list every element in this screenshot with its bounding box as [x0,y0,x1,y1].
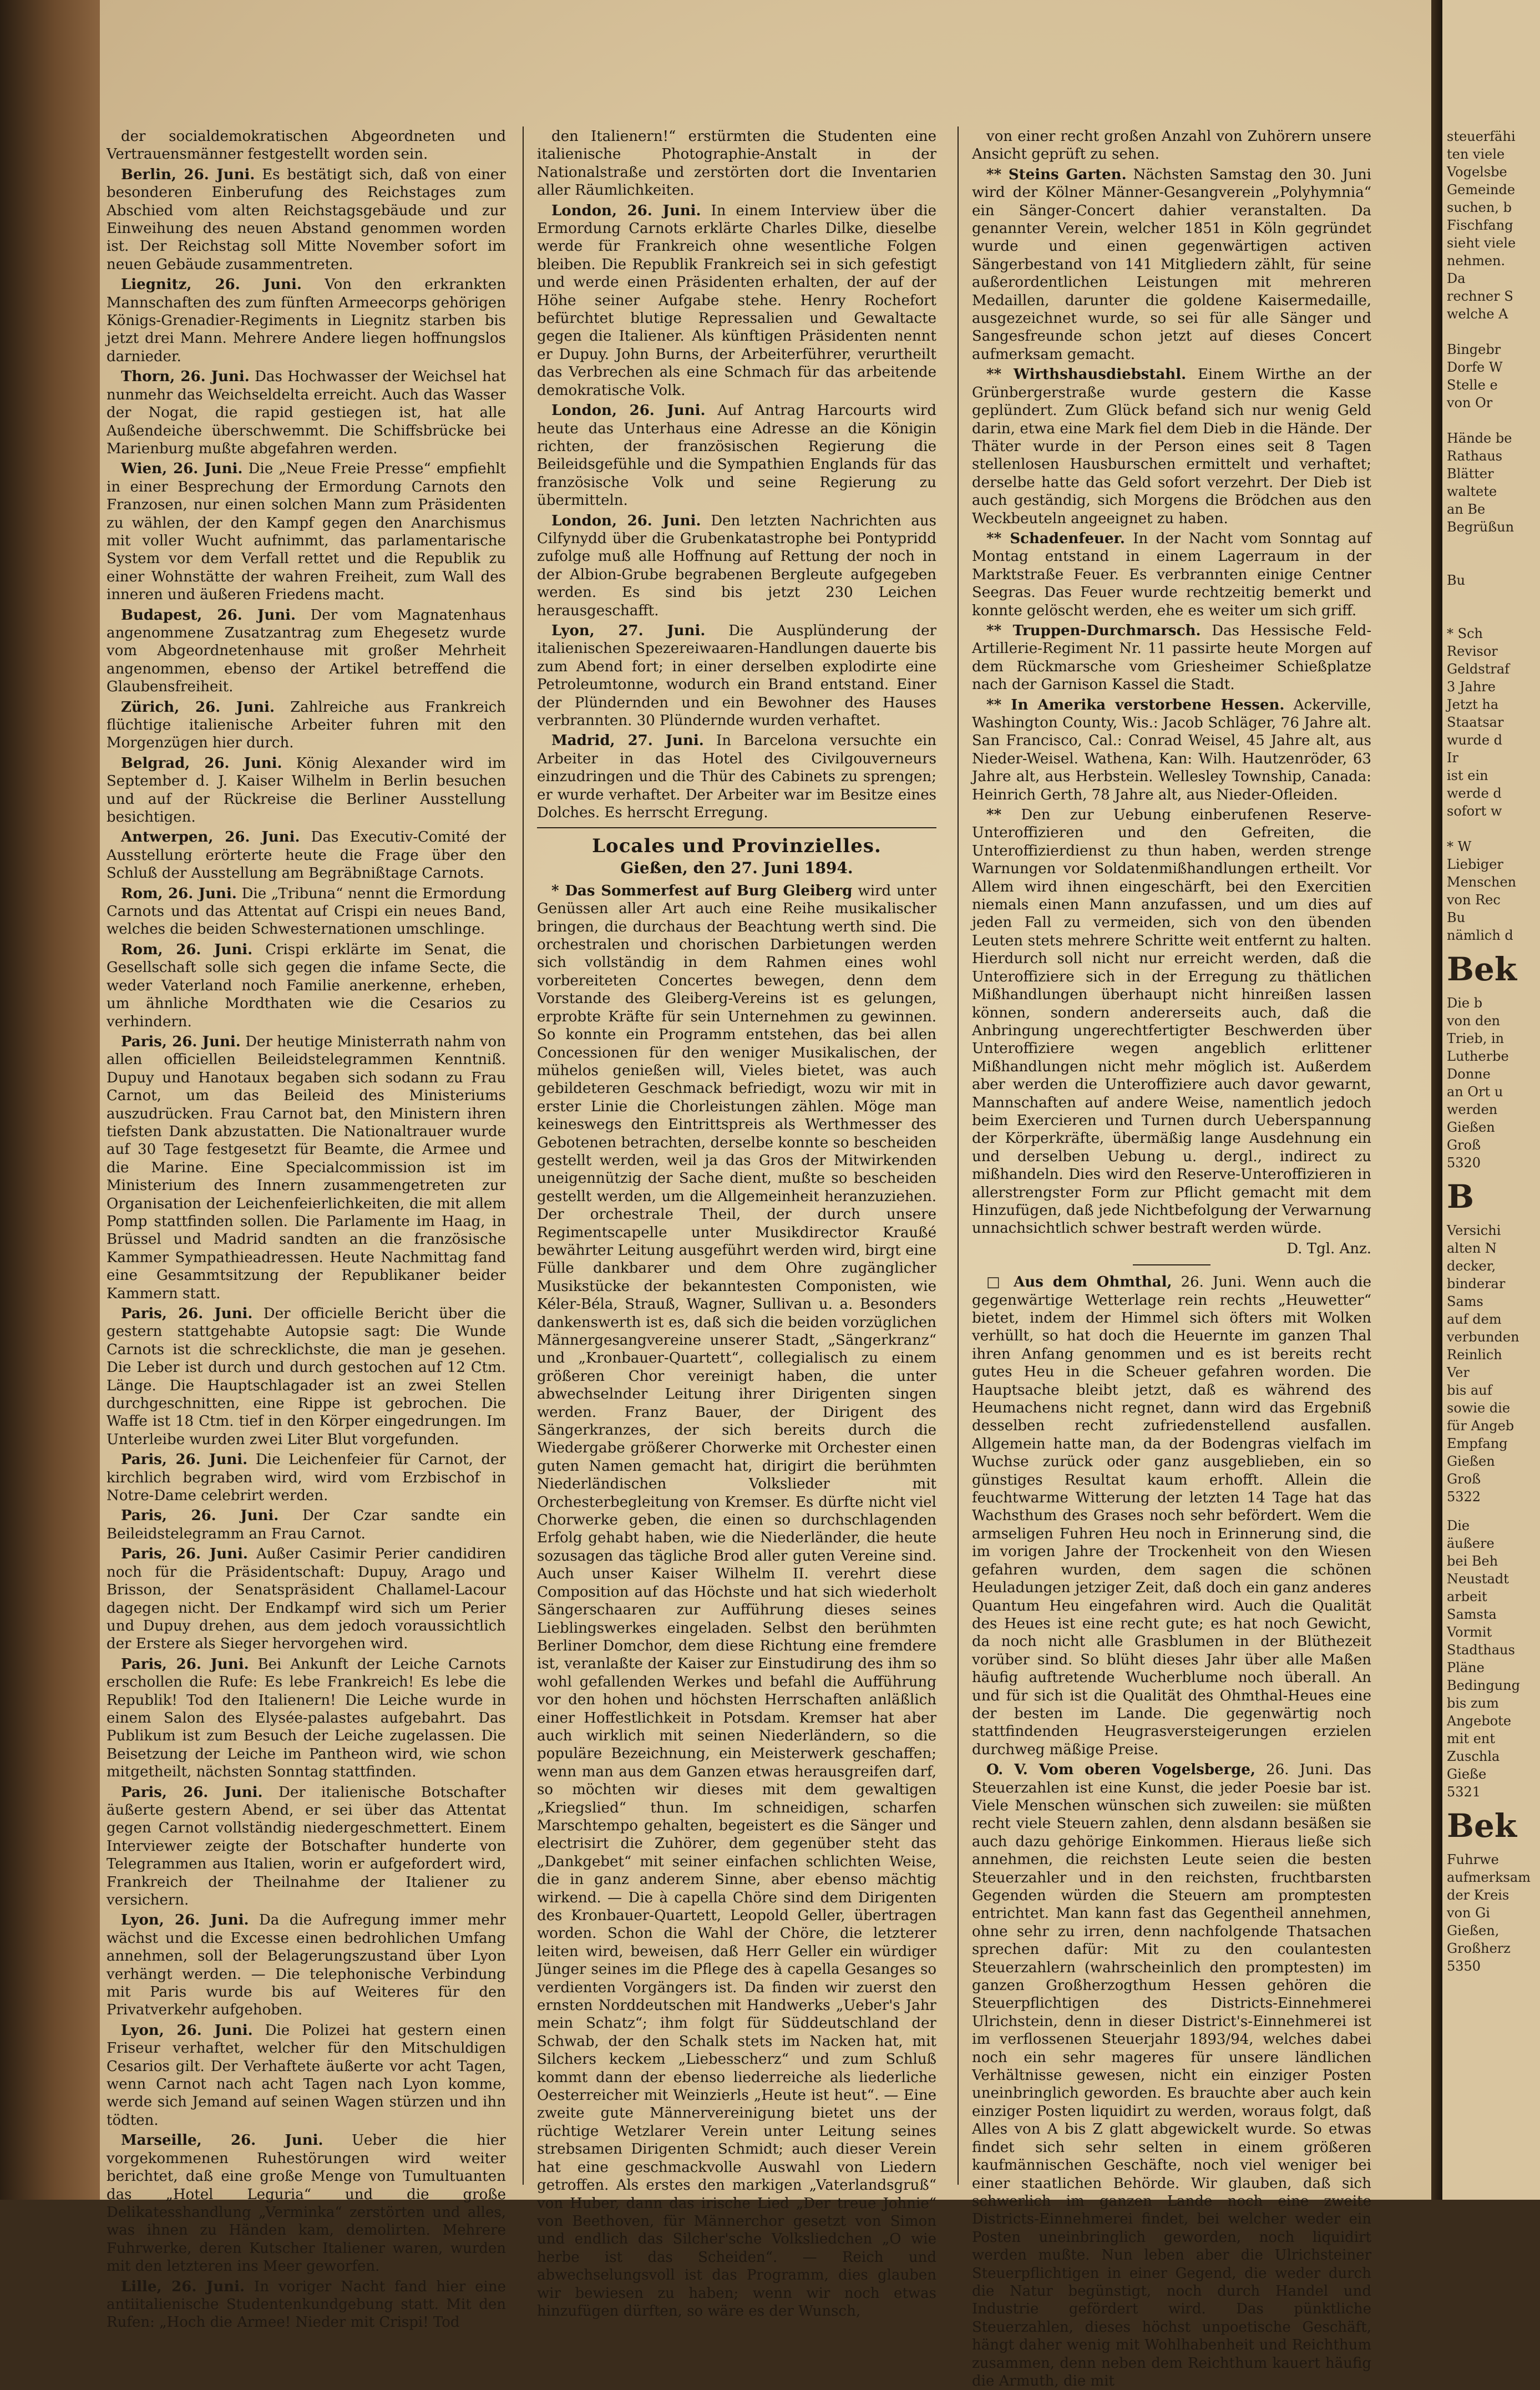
section-divider [537,827,936,828]
news-text: 26. Juni. Wenn auch die gegenwärtige Wetterlage rein rechts „Heuwetter“ bietet, indem der Himmel sich öfters mit Wolken verhüllt, so hat doch die Heuernte im ganzen Thal ihren Anfang genommen und es ist bereits recht gutes Heu in die Scheuer gefahren worden. Die Hauptsache bleibt jetzt, daß es während des Heumachens nicht regnet, dann wird das Ergebniß desselben recht zufriedenstellend ausfallen. Allgemein hatte man, da der Bodengras vielfach im Wuchse zurück oder ganz ausgeblieben, ein so günstiges Resultat kaum erhofft. Allein die feuchtwarme Witterung der letzten 14 Tage hat das Wachsthum des Grases noch sehr befördert. Wem die armseligen Fuhren Heu noch in Erinnerung sind, die im vorigen Jahre der Trockenheit von den Wiesen gefahren wurden, dem sagen die schönen Heuladungen jetziger Zeit, daß doch ein ganz anderes Quantum Heu eingefahren wird. Auch die Qualität des Heues ist eine recht gute; es hat noch Gewicht, da noch nicht alle Grasblumen in der Blüthezeit vorüber sind. So blüht dieses Jahr über alle Maßen häufig auftretende Wucherblume noch überall. An und für sich ist die Qualität des Ohmthal-Heues eine der besten im Lande. Die gegenwärtig noch stattfindenden Heugrasversteigerungen erzielen durchweg mäßige Preise. [972,1274,1371,1758]
edge-text-line: Die b [1447,995,1483,1011]
edge-text-line: Dorfe W [1447,359,1503,375]
news-text: Der vom Magnatenhaus angenommene Zusatzantrag zum Ehegesetz wurde vom Abgeordnetenhause mit großer Mehrheit angenommen, ebenso der Artikel betreffend die Glaubensfreiheit. [107,606,506,696]
news-place: Paris, 26. Juni. [121,1033,241,1050]
news-place: ** Schadenfeuer. [986,530,1125,547]
edge-text-line [1442,607,1540,625]
edge-text-line: nämlich d [1447,928,1513,943]
edge-text-line: bei Beh [1447,1553,1498,1569]
edge-text-line: 5322 [1447,1489,1481,1505]
news-place: Lyon, 27. Juni. [551,622,706,639]
news-place: Zürich, 26. Juni. [121,698,275,716]
edge-text-line: binderar [1447,1276,1506,1292]
edge-text-line: * W [1447,839,1472,854]
edge-text-line: aufmerksam [1447,1870,1531,1885]
edge-text-line: Geldstraf [1447,661,1510,677]
news-place: Paris, 26. Juni. [121,1305,253,1322]
edge-text-line: wurde d [1447,732,1503,748]
news-item [972,366,1371,528]
edge-text-line [1442,820,1540,838]
edge-text-line: verbunden [1447,1329,1519,1345]
news-item [107,885,506,939]
news-text: In der Nacht vom Sonntag auf Montag entstand in einem Lagerraum in der Marktstraße Feuer. Es verbrannten einige Centner Seegras. Das Feuer wurde rechtzeitig bemerkt und konnte gelöscht werden, ehe es weiter um sich griff. [972,530,1372,619]
news-item [972,1273,1371,1759]
edge-text-line: Menschen [1447,874,1517,890]
news-item [537,402,936,509]
news-text: Die „Tribuna“ nennt die Ermordung Carnots und das Attentat auf Crispi ein neues Band, welches die beiden Schwesternationen umschlinge. [107,885,506,938]
news-place: O. V. Vom oberen Vogelsberge, [986,1761,1256,1779]
news-item [107,368,506,458]
adjacent-page-edge [1442,0,1540,2200]
news-place: Paris, 26. Juni. [121,1655,249,1673]
news-text: Zahlreiche aus Frankreich flüchtige italienische Arbeiter fuhren mit den Morgenzügen hier durch. [107,698,506,752]
edge-text-line: sowie die [1447,1400,1511,1416]
news-place: Belgrad, 26. Juni. [121,755,282,772]
edge-text-line: Stelle e [1447,377,1498,393]
edge-text-line: Ir [1447,750,1458,766]
edge-text-line: waltete [1447,484,1497,499]
page-gutter [1431,0,1442,2200]
edge-text-line: Bu [1447,910,1466,925]
news-text: Der Czar sandte ein Beileidstelegramm an Frau Carnot. [107,1507,506,1542]
edge-text-line: bis zum [1447,1695,1499,1711]
notice-lines [1442,1851,1540,1975]
news-item [107,166,506,274]
column-3 [972,128,1372,2389]
news-item [107,276,506,366]
news-place: Madrid, 27. Juni. [551,732,704,750]
news-item [107,2131,506,2275]
edge-text-line: von den [1447,1013,1501,1029]
column-rule [523,126,524,2185]
news-place: ** Wirthshausdiebstahl. [986,366,1187,383]
edge-text-line: an Ort u [1447,1084,1503,1100]
news-item [537,622,936,730]
news-text: Da die Aufregung immer mehr wächst und die Excesse einen bedrohlichen Umfang annehmen, soll der Belagerungszustand über Lyon verhängt werden. — Die telephonische Verbindung mit Paris wurde bis auf Weiteres für den Privatverkehr aufgehoben. [107,1912,506,2019]
section-title: Locales und Provinzielles. [592,835,882,858]
notice-lines [1442,1222,1540,1506]
edge-text-line: werde d [1447,786,1502,801]
news-place: Lyon, 26. Juni. [121,2022,253,2039]
news-place: Rom, 26. Juni. [121,885,237,902]
news-text: Von den erkrankten Mannschaften des zum fünften Armeecorps gehörigen Königs-Grenadier-Regiments in Liegnitz starben bis jetzt drei Mann. Mehrere Andere liegen hoffnungslos darnieder. [107,276,506,365]
news-item [107,606,506,696]
notice-lines [1442,1517,1540,1801]
edge-text-line: Gießen [1447,1454,1495,1469]
edge-text-line: Bingebr [1447,342,1501,357]
edge-text-line: von Gi [1447,1905,1490,1921]
news-place: Rom, 26. Juni. [121,941,253,958]
news-place: ** [986,807,1002,824]
edge-text-line: mit ent [1447,1731,1496,1746]
regional-news-list [972,1273,1371,2390]
news-item [107,460,506,604]
news-place: Berlin, 26. Juni. [121,166,255,183]
edge-text-line: Lutherbe [1447,1049,1509,1064]
news-item [107,755,506,827]
edge-text-line: Ver [1447,1365,1470,1380]
news-text: König Alexander wird im September d. J. Kaiser Wilhelm in Berlin besuchen und auf der Rückreise die Berliner Ausstellung besichtigen. [107,755,506,826]
news-text: Das Hochwasser der Weichsel hat nunmehr das Weichseldelta erreicht. Auch das Wasser der Nogat, die rapid gestiegen ist, hat alle Außendeiche überschwemmt. Die Schiffsbrücke bei Marienburg mußte abgefahren werden. [107,368,506,457]
edge-text-line: der Kreis [1447,1887,1509,1903]
news-text: Außer Casimir Perier candidiren noch für die Präsidentschaft: Dupuy, Arago und Brisson, der Senatspräsident Challamel-Lacour dagegen nicht. Der Endkampf wird sich um Perier und Dupuy drehen, aus dem jedoch voraussichtlich der Erstere als Sieger hervorgehen wird. [107,1546,506,1653]
edge-text-line: rechner S [1447,288,1513,304]
edge-text-line: von Or [1447,395,1493,411]
news-place: London, 26. Juni. [551,202,701,219]
news-item [972,622,1371,694]
news-text: Die Ausplünderung der italienischen Spezereiwaaren-Handlungen dauerte bis zum Abend fort; in einer derselben explodirte eine Petroleumtonne, wodurch ein Brand entstand. Einer der Plündernden und ein Bewohner des Hauses verbrannten. 30 Plündernde wurden verhaftet. [537,622,936,729]
news-list [537,128,936,822]
edge-text-line: 5320 [1447,1155,1481,1171]
news-text: von einer recht großen Anzahl von Zuhörern unsere Ansicht geprüft zu sehen. [972,128,1371,163]
edge-text-line: Stadthaus [1447,1642,1515,1658]
edge-text-line: steuerfähi [1447,129,1516,144]
edge-text-line [1442,412,1540,429]
news-item [107,698,506,752]
edge-text-line: decker, [1447,1258,1496,1274]
news-text: In Barcelona versuchte ein Arbeiter in das Hotel des Civilgouverneurs einzudringen und die Thür des Cabinets zu sprengen; er wurde verhaftet. Der Arbeiter war im Besitze eines Dolches. Es herrscht Erregung. [537,732,936,822]
edge-text-line: von Rec [1447,892,1501,908]
edge-text-line: Zuschla [1447,1749,1500,1764]
news-text: Der italienische Botschafter äußerte gestern Abend, er sei über das Attentat gegen Carnot vollständig niedergeschmettert. Einem Interviewer zeigte der Botschafter hunderte von Telegrammen aus Italien, worin er aufgefordert wird, Frankreich der Theilnahme der Italiener zu versichern. [107,1784,506,1908]
news-text: Den zur Uebung einberufenen Reserve-Unteroffizieren und den Gefreiten, die Unteroffizierdienst zu thun haben, werden strenge Warnungen vor Soldatenmißhandlungen ertheilt. Vor Allem wird ihnen eingeschärft, bei den Exercitien niemals einen Mann anzufassen, und um dies auf jeden Fall zu vermeiden, sich von den übenden Leuten stets mehrere Schritte weit entfernt zu halten. Hierdurch soll nicht nur erreicht werden, daß die Unteroffiziere sich in der Erregung zu thätlichen Mißhandlungen überhaupt nicht hinreißen lassen können, sondern andererseits auch, daß die Anbringung ungerechtfertigter Beschwerden über Unteroffiziere wegen angeblich erlittener Mißhandlungen nicht mehr möglich ist. Außerdem aber werden die Unteroffiziere auch davor gewarnt, Mannschaften auf andere Weise, namentlich jedoch beim Exercieren und Turnen durch Ueberspannung der Körperkräfte, übermäßig lange Ausdehnung ein und derselben Uebung u. dergl., indirect zu mißhandeln. Dies wird den Reserve-Unteroffizieren in allerstrengster Form zur Pflicht gemacht mit dem Hinzufügen, daß jede Nichtbefolgung der Verwarnung unnachsichtlich schwer bestraft werden würde. [972,807,1372,1237]
news-place: ** Truppen-Durchmarsch. [986,622,1201,639]
news-text: Ackerville, Washington County, Wis.: Jacob Schläger, 76 Jahre alt. San Francisco, Cal.: Conrad Weisel, 45 Jahre alt, aus Nieder-Weisel. Wathena, Kan: Wilh. Hautzenröder, 63 Jahre alt, aus Herbstein. Wellesley Township, Canada: Heinrich Gerth, 78 Jahre alt, aus Nieder-Ofleiden. [972,696,1371,803]
edge-text-line: Vogelsbe [1447,164,1507,180]
edge-text-line: Begrüßun [1447,519,1514,535]
edge-text-line: Hände be [1447,431,1512,446]
news-item [107,128,506,164]
edge-text-line: Groß [1447,1137,1481,1153]
news-text: Es bestätigt sich, daß von einer besonderen Einberufung des Reichstages zum Abschied vom alten Reichstagsgebäude und zur Einweihung des neuen Abstand genommen worden ist. Der Reichstag soll Mitte November sofort im neuen Gebäude zusammentreten. [107,166,506,273]
news-place: ** In Amerika verstorbene Hessen. [986,696,1285,713]
edge-text-line: Angebote [1447,1713,1512,1729]
edge-text-line: Revisor [1447,644,1498,659]
edge-text-line: Die [1447,1518,1470,1533]
edge-text-line: ist ein [1447,768,1488,783]
edge-text-line [1442,323,1540,341]
news-item [972,530,1371,620]
edge-text-line: Gemeinde [1447,182,1516,198]
news-text: Der officielle Bericht über die gestern stattgehabte Autopsie sagt: Die Wunde Carnots ist die schrecklichste, die man je gesehen. Die Leber ist durch und durch gestochen auf 12 Ctm. Länge. Die Hauptschlagader ist an zwei Stellen durchgeschnitten, eine Rippe ist gebrochen. Die Waffe ist 18 Ctm. tief in den Körper eingedrungen. Im Unterleibe wurden zwei Liter Blut vorgefunden. [107,1305,506,1448]
news-place: Lyon, 26. Juni. [121,1912,249,1929]
news-text: Den letzten Nachrichten aus Cilfynydd über die Grubenkatastrophe bei Pontypridd zufolge muß alle Hoffnung auf Rettung der noch in der Albion-Grube begrabenen Bergleute aufgegeben werden. Es sind bis jetzt 230 Leichen herausgeschafft. [537,512,936,619]
news-item [107,2278,506,2332]
news-item [107,1033,506,1303]
edge-text-line: ten viele [1447,146,1505,162]
edge-text-line: Neustadt [1447,1571,1509,1587]
news-text: Einem Wirthe an der Grünbergerstraße wurde gestern die Kasse geplündert. Zum Glück befand sich nur wenig Geld darin, etwa eine Mark fiel dem Dieb in die Hände. Der Thäter wurde in der Person eines seit 8 Tagen stellenlosen Hausburschen ermittelt und verhaftet; derselbe hatte das Geld sofort verzehrt. Der Dieb ist auch geständig, sich Morgens die Brödchen aus den Weckbeuteln angeeignet zu haben. [972,366,1371,527]
edge-text-line: * Sch [1447,626,1483,641]
edge-text-line: Großherz [1447,1941,1511,1956]
news-item [107,2022,506,2129]
edge-text-line: Reinlich [1447,1347,1502,1363]
edge-text-line: Empfang [1447,1436,1508,1451]
news-text: Das Hessische Feld-Artillerie-Regiment Nr. 11 passirte heute Morgen auf dem Rückmarsche vom Griesheimer Schießplatze nach der Garnison Kassel die Stadt. [972,622,1371,693]
newspaper-page [100,0,1431,2389]
adjacent-page-text [1442,0,1540,944]
dateline: Gießen, den 27. Juni 1894. [620,859,853,878]
news-item [107,1305,506,1449]
news-item [107,1655,506,1781]
edge-text-line: Fischfang [1447,217,1513,233]
edge-text-line [1442,536,1540,554]
news-text: Die Polizei hat gestern einen Friseur verhaftet, welcher für den Mitschuldigen Cesarios gilt. Der Verhaftete äußerte vor acht Tagen, wenn Carnot nach acht Tagen nach Lyon komme, werde sich Jemand auf seinen Wagen stürzen und ihn tödten. [107,2022,506,2129]
news-item [972,1761,1371,2390]
edge-text-line: Blätter [1447,466,1494,482]
edge-text-line: 3 Jahre [1447,679,1496,695]
column-rule [958,126,959,2185]
book-binding [0,0,100,2200]
news-item [972,806,1371,1238]
edge-text-line: sieht viele [1447,235,1516,251]
news-place: Liegnitz, 26. Juni. [121,276,302,293]
edge-text-line: Bu [1447,573,1466,588]
news-place: Paris, 26. Juni. [121,1546,248,1563]
local-news-list [537,882,936,2321]
news-text: Ueber die hier vorgekommenen Ruhestörungen wird weiter berichtet, daß eine große Menge von Tumultuanten das „Hotel Leguria“ und die große Delikatesshandlung „Verminka“ zerstörten und alles, was ihnen zu Händen kam, demolirten. Mehrere Fuhrwerke, deren Kutscher Italiener waren, wurden mit den letzteren ins Meer geworfen. [107,2132,506,2275]
edge-text-line: Pläne [1447,1660,1485,1675]
notice-lines [1442,994,1540,1172]
news-place: Paris, 26. Juni. [121,1507,279,1525]
news-text: wird unter Genüssen aller Art auch eine Reihe musikalischer bringen, die durchaus der Beachtung werth sind. Die orchestralen und chorischen Darbietungen werden sich vollständig in dem Rahmen eines wohl vorbereiteten Concertes bewegen, denn dem Vorstande des Gleiberg-Vereins ist es gelungen, erprobte Kräfte für sein Unternehmen zu gewinnen. So konnte ein Programm entstehen, das bei allen Concessionen für den weniger Musikalischen, der mühelos genießen will, Vieles bietet, was auch gebildeteren Geschmack befriedigt, wozu wir mit in erster Linie die Chorleistungen zählen. Möge man keineswegs den Eintrittspreis als Werthmesser des Gebotenen betrachten, derselbe konnte so bescheiden gestellt werden, weil ja das Gros der Mitwirkenden uneigennützig der Sache dient, mußte so bescheiden gestellt werden, um die Allgemeinheit heranzuziehen. Der orchestrale Theil, der durch unsere Regimentscapelle unter Musikdirector Kraußé bewährter Leitung ausgeführt werden wird, birgt eine Fülle dankbarer und dem Ohre zugänglicher Musikstücke der bekanntesten Componisten, wie Kéler-Béla, Strauß, Wagner, Sullivan u. a. Besonders dankenswerth ist es, daß sich die beiden vorzüglichen Männergesangvereine unserer Stadt, „Sängerkranz“ und „Kronbauer-Quartett“, collegialisch zu einem größeren Chor vereinigt haben, die unter abwechselnder Leitung ihrer Dirigenten singen werden. Franz Bauer, der Dirigent des Sängerkranzes, der sich bereits durch die Wiedergabe größerer Chorwerke mit Orchester einen guten Namen gemacht hat, dirigirt die berühmten Niederländischen Volkslieder mit Orchesterbegleitung von Kremser. Es dürfte nicht viel Chorwerke geben, die einen so durchschlagenden Erfolg gehabt haben, wie die Niederländer, die heute sozusagen das tägliche Brod aller guten Vereine sind. Auch unser Kaiser Wilhelm II. verehrt diese Composition auf das Höchste und hat sich wiederholt Sängerschaaren zur Aufführung dieses seines Lieblingswerkes eingeladen. Selbst den berühmten Berliner Domchor, dem diese Richtung eine fremdere ist, veranlaßte der Kaiser zur Einstudirung des ihm so wohl gefallenden Werkes und befahl die Aufführung vor den hohen und höchsten Herrschaften anläßlich einer Hoffestlichkeit in Potsdam. Kremser hat aber auch wirklich mit seinen Niederländern, so die populäre Bezeichnung, ein Meisterwerk geschaffen; wenn man aus dem Ganzen etwas herausgreifen darf, so möchten wir dieses mit dem gewaltigen „Kriegslied“ thun. Im schneidigen, scharfen Marschtempo gehalten, begeistert es die Sänger und electrisirt die Zuhörer, dem gegenüber steht das „Dankgebet“ mit seiner einfachen schlichten Weise, die in ganz anderem Sinne, aber ebenso mächtig wirkend. — Die à capella Chöre sind dem Dirigenten des Kronbauer-Quartett, Leopold Geller, übertragen worden. Schon die Wahl der Chöre, die letzterer leiten wird, beweisen, daß Herr Geller ein würdiger Jünger seines im die Pflege des à capella Gesanges so verdienten Vorgängers ist. Da finden wir zuerst den ernsten Norddeutschen mit Handwerks „Ueber's Jahr mein Schatz“; ihm folgt für Süddeutschland der Schwab, der den Schalk stets im Nacken hat, mit Silchers keckem „Liebesscherz“ und zum Schluß kommt dann der ebenso liederreiche als liederliche Oesterreicher mit Weinzierls „Heute ist heut“. — Eine zweite gute Männervereinigung bietet uns der rüchtige Wetzlarer Verein unter Leitung seines strebsamen Dirigenten Schmidt; auch dieser Verein hat eine geschmackvolle Auswahl von Liedern getroffen. Als erstes den markigen „Vaterlandsgruß“ von Huber, dann das irische Lied „Der treue Johnie“ von Beethoven, für Männerchor gesetzt von Simon und endlich das Silcher'sche Volksliedchen „O wie herbe ist das Scheiden“. — Reich und abwechselungsvoll ist das Programm, dies glauben wir bewiesen zu haben; wenn wir noch etwas hinzufügen dürften, so wäre es der Wunsch, [537,882,936,2320]
edge-text-line: Donne [1447,1066,1491,1082]
notice-title: B [1447,1178,1475,1216]
edge-text-line: Groß [1447,1471,1481,1487]
news-place: Paris, 26. Juni. [121,1784,263,1801]
edge-text-line: Gieße [1447,1766,1487,1782]
edge-text-line [1442,589,1540,607]
news-item [107,1784,506,1910]
news-item [972,128,1371,164]
edge-text-line: 5321 [1447,1784,1481,1800]
short-divider [1133,1264,1210,1265]
news-text: In einem Interview über die Ermordung Carnots erklärte Charles Dilke, dieselbe werde für Frankreich ohne wesentliche Folgen bleiben. Die Republik Frankreich sei in sich gefestigt und werde einen Präsidenten erhalten, der auf der Höhe seiner Aufgabe stehe. Henry Rochefort befürchtet blutige Repressalien und Gewaltacte gegen die Italiener. Als künftigen Präsidenten nennt er Dupuy. John Burns, der Arbeiterführer, verurtheilt das Verbrechen als eine Schmach für das arbeitende demokratische Volk. [537,202,936,399]
edge-text-line: arbeit [1447,1589,1487,1604]
edge-text-line: Bedingung [1447,1678,1520,1693]
edge-text-line: Versichi [1447,1223,1501,1238]
news-item [537,128,936,200]
news-text: Der heutige Ministerrath nahm von allen officiellen Beileidstelegrammen Kenntniß. Dupuy und Hanotaux begaben sich sodann zu Frau Carnot, um das Beileid des Ministeriums auszudrücken. Frau Carnot bat, den Ministern ihren tiefsten Dank abzustatten. Die Nationaltrauer wurde auf 30 Tage festgesetzt für Beamte, die Armee und die Marine. Eine Specialcommission ist im Ministerium des Innern zusammengetreten zur Organisation der Leichenfeierlichkeiten, die mit allem Pomp stattfinden sollen. Die Parlamente im Haag, in Brüssel und Madrid sandten an die französische Kammer Sympathieadressen. Heute Nachmittag fand eine Gesammtsitzung der Republikaner beider Kammern statt. [107,1033,506,1302]
news-text: Auf Antrag Harcourts wird heute das Unterhaus eine Adresse an die Königin richten, der französischen Regierung die Beileidsgefühle und die Sympathien Englands für das französische Volk und seine Regierung zu übermitteln. [537,402,936,509]
news-item [107,1451,506,1505]
news-text: Nächsten Samstag den 30. Juni wird der Kölner Männer-Gesangverein „Polyhymnia“ ein Sänger-Concert dahier veranstalten. Da genannter Verein, welcher 1851 in Köln gegründet wurde und einen gegenwärtigen activen Sängerbestand von 141 Mitgliedern zählt, für seine außerordentlichen Leistungen mit mehreren Medaillen, darunter die goldene Kaisermedaille, ausgezeichnet wurde, so sei für alle Sänger und Sangesfreunde schon jetzt auf dieses Concert aufmerksam gemacht. [972,166,1371,363]
edge-text-line: sofort w [1447,803,1502,819]
edge-text-line: nehmen. [1447,253,1506,269]
news-item [107,828,506,882]
news-text: Das Executiv-Comité der Ausstellung erörterte heute die Frage über den Schluß der Ausstellung am Begräbnißtage Carnots. [107,829,506,882]
notice-title: Bek [1447,1807,1517,1845]
edge-text-line: welche A [1447,306,1508,322]
edge-text-line: Jetzt ha [1447,697,1499,712]
edge-text-line: bis auf [1447,1383,1492,1398]
edge-text-line: alten N [1447,1240,1497,1256]
notice-title: Bek [1447,950,1517,988]
news-place: Marseille, 26. Juni. [121,2132,323,2149]
edge-text-line: werden [1447,1102,1498,1117]
news-place: London, 26. Juni. [551,512,701,529]
news-place: Budapest, 26. Juni. [121,606,296,624]
news-item [107,941,506,1031]
edge-text-line: Sams [1447,1294,1483,1309]
news-text: Die „Neue Freie Presse“ empfiehlt in einer Besprechung der Ermordung Carnots den Franzosen, nur einen solchen Mann zum Präsidenten zu wählen, der den Kampf gegen den Anarchismus mit voller Wucht aufnimmt, das parlamentarische System vor dem Verfall rettet und die Republik zu einer Wohnstätte der wahren Freiheit, zum Wall des inneren und äußeren Friedens macht. [107,460,506,604]
news-place: □ Aus dem Ohmthal, [986,1274,1172,1291]
news-text: den Italienern!“ erstürmten die Studenten eine italienische Photographie-Anstalt in der Nationalstraße und zerstörten dort die Inventarien aller Räumlichkeiten. [537,128,936,199]
news-place: Thorn, 26. Juni. [121,368,250,386]
edge-text-line: für Angeb [1447,1418,1514,1434]
edge-text-line: suchen, b [1447,200,1512,215]
edge-text-line: Rathaus [1447,448,1503,464]
news-text: In voriger Nacht fand hier eine antiitalienische Studentenkundgebung statt. Mit den Rufen: „Hoch die Armee! Nieder mit Crispi! Tod [107,2278,506,2331]
edge-text-line: Gießen [1447,1120,1495,1135]
edge-text-line: Gießen, [1447,1923,1500,1938]
edge-text-line: Da [1447,271,1466,286]
news-item [537,882,936,2321]
edge-text-line: Trieb, in [1447,1031,1504,1046]
news-item [107,1507,506,1543]
news-place: * Das Sommerfest auf Burg Gleiberg [551,882,853,899]
column-1 [107,128,506,2331]
edge-text-line: äußere [1447,1536,1495,1551]
news-item [972,166,1371,363]
edge-text-line: 5350 [1447,1958,1481,1974]
edge-text-line: Liebiger [1447,857,1503,872]
news-place: Paris, 26. Juni. [121,1451,248,1469]
news-place: Wien, 26. Juni. [121,460,243,478]
news-text: 26. Juni. Das Steuerzahlen ist eine Kunst, die jeder Poesie bar ist. Viele Menschen wünschen sich zuweilen: sie müßten recht viele Steuern zahlen, denn alsdann besäßen sie auch dazu gehörige Einkommen. Hieraus ließe sich annehmen, die reichsten Leute seien die besten Steuerzahler und in den reichsten, fruchtbarsten Gegenden würden die Steuern am promptesten entrichtet. Man kann fast das Gegentheil annehmen, ohne sehr zu irren, denn nachfolgende Thatsachen sprechen dafür: Mit zu den coulantesten Steuerzahlern (wahrscheinlich den promptesten) im ganzen Großherzogthum Hessen gehören die Steuerpflichtigen des Districts-Einnehmerei Ulrichstein, denn in dieser District's-Einnehmerei ist im verflossenen Steuerjahr 1893/94, welches dabei noch ein sehr mageres für unsere ländlichen Verhältnisse gewesen, nicht ein einziger Posten uneinbringlich geworden. Es brauchte aber auch kein einziger Posten liquidirt zu werden, woraus folgt, daß Alles von A bis Z glatt abgewickelt wurde. So etwas findet sich sehr selten in einem größeren kaufmännischen Geschäfte, noch viel weniger bei einer staatlichen Behörde. Wir glauben, daß sich schwerlich im ganzen Lande noch eine zweite Districts-Einnehmerei findet, bei welcher weder ein Posten uneinbringlich geworden, noch liquidirt werden mußte. Nun leben aber die Ulrichsteiner Steuerpflichtigen in einer Gegend, die weder durch die Natur begünstigt, noch durch Handel und Industrie gefördert wird. Das pünktliche Steuerzahlen, dieses höchst unpoetische Geschäft, hängt daher wenig mit Wohlhabenheit und Reichthum zusammen, denn neben dem Reichthum kauert häufig die Armuth, die mit [972,1761,1372,2389]
news-item [972,696,1371,804]
news-text: der socialdemokratischen Abgeordneten und Vertrauensmänner festgestellt worden sein. [107,128,506,163]
edge-text-line: Samsta [1447,1607,1497,1622]
edge-text-line: auf dem [1447,1312,1502,1327]
news-place: London, 26. Juni. [551,402,706,419]
news-item [537,512,936,620]
news-text: Bei Ankunft der Leiche Carnots erschollen die Rufe: Es lebe Frankreich! Es lebe die Republik! Tod den Italienern! Die Leiche wurde in einem Salon des Elysée-palastes aufgebahrt. Das Publikum ist zum Besuch der Leiche zugelassen. Die Beisetzung der Leiche im Pantheon wird, wie schon mitgetheilt, nächsten Sonntag stattfinden. [107,1655,506,1781]
edge-text-line: an Be [1447,502,1486,517]
column-2 [537,128,936,2320]
edge-text-line [1442,554,1540,571]
news-text: Die Leichenfeier für Carnot, der kirchlich begraben wird, wird vom Erzbischof in Notre-Dame celebrirt werden. [107,1451,506,1505]
news-item [107,1545,506,1653]
news-item [107,1911,506,2019]
local-news-list [972,128,1371,1238]
news-item [537,202,936,399]
edge-text-line: Fuhrwe [1447,1852,1499,1867]
news-place: Antwerpen, 26. Juni. [121,829,300,846]
source-credit: D. Tgl. Anz. [1286,1240,1371,1257]
news-item [537,732,936,822]
edge-text-line: Vormit [1447,1624,1492,1640]
news-place: Lille, 26. Juni. [121,2278,245,2295]
news-place: ** Steins Garten. [986,166,1127,183]
news-text: Crispi erklärte im Senat, die Gesellschaft solle sich gegen die infame Secte, die weder Vaterland noch Familie anerkenne, erheben, um ähnliche Mordthaten wie die Cesarios zu verhindern. [107,941,506,1030]
edge-text-line: Staatsar [1447,715,1504,730]
